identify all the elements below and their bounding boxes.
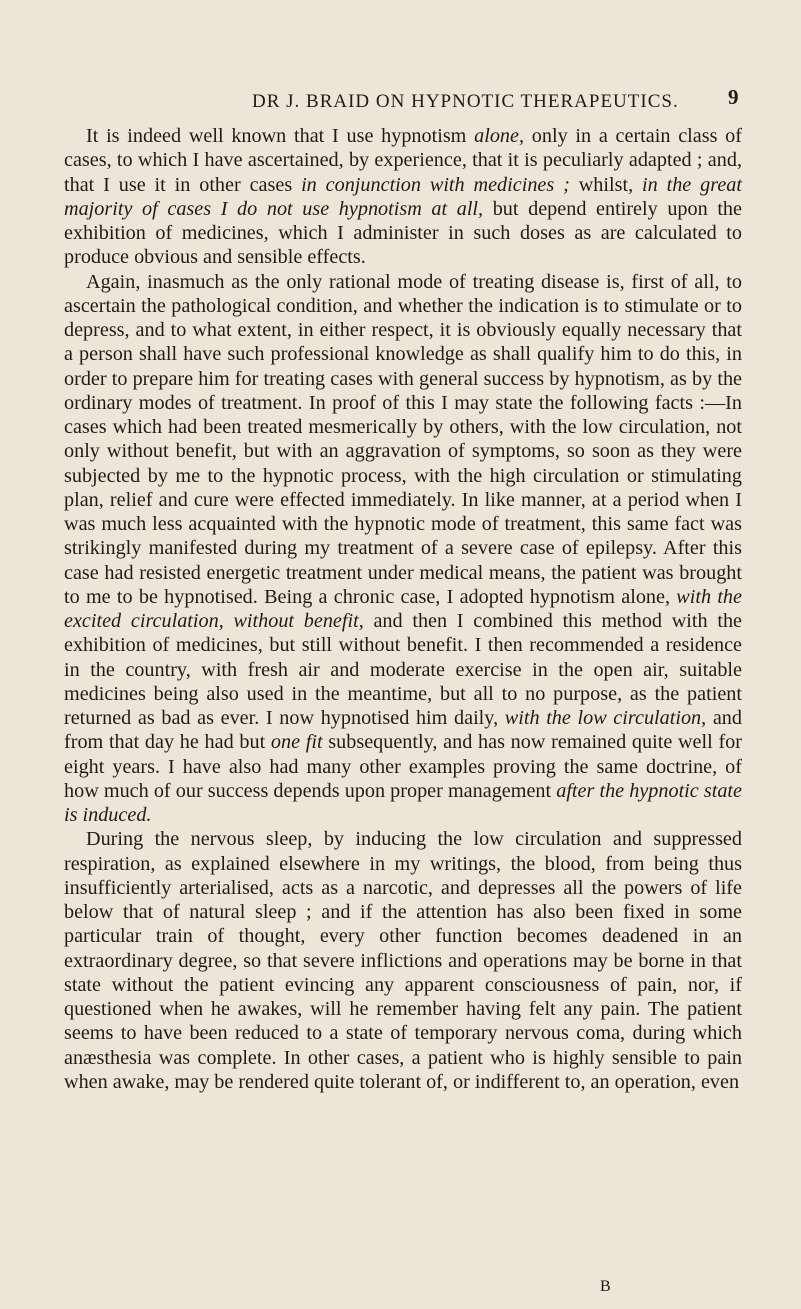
- italic-text-run: in the great majority of cases I do not use hypnotism at all,: [64, 173, 743, 220]
- page-number: 9: [728, 85, 739, 109]
- text-run: whilst,: [569, 173, 643, 196]
- text-run: During the nervous sleep, by inducing the low circulation and suppressed respiration, as explained elsewhere in my writings, the blood, from being thus insufficiently arterialised, acts as a narcotic, and depresses all the powers of life below that of natural sleep ; and if the attention has also been fixed in some particular train of thought, every other function becomes deadened in an extraordinary degree, so that severe inflictions and operations may be borne in that state without the patient evincing any apparent consciousness of pain, nor, if questioned when he awakes, will he remember having felt any pain. The patient seems to have been reduced to a state of temporary nervous coma, during which anæsthesia was complete. In other cases, a patient who is highly sensible to pain when awake, may be rendered quite tolerant of, or indifferent to, an operation, even: [64, 828, 742, 1093]
- signature-mark: B: [600, 1278, 611, 1295]
- italic-text-run: alone,: [474, 125, 525, 147]
- italic-text-run: with the low circulation,: [504, 707, 707, 729]
- italic-text-run: in conjunction with medicines ;: [301, 173, 570, 196]
- running-head: [0, 85, 801, 115]
- text-run: It is indeed well known that I use hypnotism: [86, 125, 475, 147]
- italic-text-run: after the hypnotic state is induced.: [64, 779, 742, 826]
- italic-text-run: with the excited circulation, without benefit,: [64, 585, 742, 632]
- text-run: but depend entirely upon the exhibition of medicines, which I administer in such doses as are calculated to produce obvious and sensible effects.: [64, 197, 742, 269]
- body-text: [64, 124, 742, 1094]
- italic-text-run: one fit: [270, 731, 323, 754]
- running-title: DR J. BRAID ON HYPNOTIC THERAPEUTICS.: [252, 91, 679, 112]
- paragraph-1: [64, 124, 742, 270]
- text-run: Again, inasmuch as the only rational mode of treating disease is, first of all, to ascertain the pathological condition, and whether the indication is to stimulate or to depress, and to what extent, in either respect, it is obviously equally necessary that a person shall have such professional knowledge as shall qualify him to do this, in order to prepare him for treating cases with general success by hypnotism, as by the ordinary modes of treatment. In proof of this I may state the following facts :—In cases which had been treated mesmerically by others, with the low circulation, not only without benefit, but with an aggravation of symptoms, so soon as they were subjected by me to the hypnotic process, with the high circulation or stimulating plan, relief and cure were effected immediately. In like manner, at a period when I was much less acquainted with the hypnotic mode of treatment, this same fact was strikingly manifested during my treatment of a severe case of epilepsy. After this case had resisted energetic treatment under medical means, the patient was brought to me to be hypnotised. Being a chronic case, I adopted hypnotism alone,: [64, 270, 742, 608]
- text-run: subsequently, and has now remained quite well for eight years. I have also had many other examples proving the same doctrine, of how much of our success depends upon proper management: [64, 731, 742, 802]
- paragraph-2: [64, 270, 742, 828]
- paragraph-3: [64, 827, 742, 1094]
- text-run: and then I combined this method with the exhibition of medicines, but still without benefit. I then recommended a residence in the country, with fresh air and moderate exercise in the open air, suitable medicines being also used in the meantime, but all to no purpose, as the patient returned as bad as ever. I now hypnotised him daily,: [64, 610, 742, 729]
- text-run: only in a certain class of cases, to which I have ascertained, by experience, that it is peculiarly adapted ; and, that I use it in other cases: [64, 125, 742, 196]
- text-run: and from that day he had but: [64, 707, 742, 754]
